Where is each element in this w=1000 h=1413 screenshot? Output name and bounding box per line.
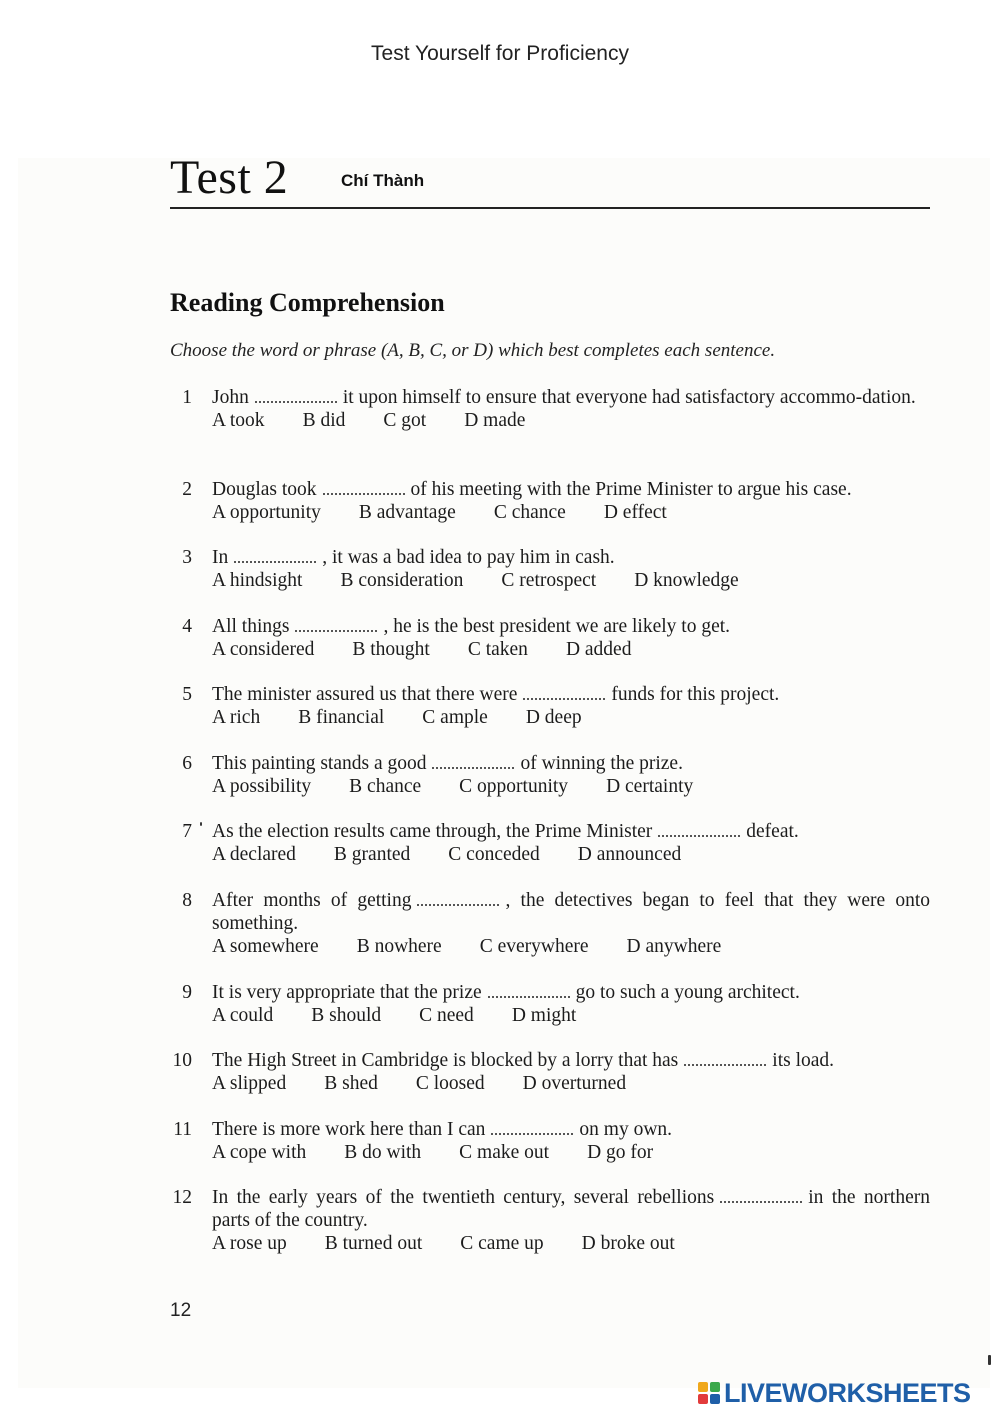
- answer-options: [212, 935, 930, 958]
- answer-options: [212, 706, 930, 729]
- answer-option: B advantage: [358, 502, 456, 523]
- question-number: 11: [173, 1119, 192, 1140]
- question-text-before: In: [212, 547, 229, 568]
- answer-blank[interactable]: [255, 397, 337, 403]
- question-text-after: , he is the best president we are likely to get.: [383, 616, 731, 637]
- question-text: [212, 478, 930, 501]
- answer-blank[interactable]: [295, 626, 377, 632]
- answer-blank[interactable]: [720, 1197, 802, 1203]
- answer-option: A slipped: [212, 1073, 287, 1094]
- question-text-before: All things: [212, 616, 290, 637]
- answer-option: B shed: [324, 1073, 378, 1094]
- answer-option: D go for: [587, 1142, 654, 1163]
- answer-option: C ample: [422, 707, 488, 728]
- answer-option: D added: [565, 639, 632, 660]
- answer-option: D effect: [603, 502, 667, 523]
- answer-options: [212, 638, 930, 661]
- question-number: 9: [182, 982, 192, 1003]
- answer-option: C make out: [459, 1142, 550, 1163]
- answer-options: [212, 409, 930, 432]
- question-text: [212, 386, 930, 409]
- answer-option: C got: [383, 410, 427, 431]
- question-text: [212, 981, 930, 1004]
- answer-blank[interactable]: [234, 557, 316, 563]
- answer-option: B consideration: [340, 570, 464, 591]
- scan-speck: [988, 1355, 991, 1365]
- answer-options: [212, 1004, 930, 1027]
- author-name: Chí Thành: [341, 171, 425, 190]
- question-text-before: In the early years of the twentieth century, several rebellions: [212, 1187, 715, 1208]
- answer-option: A declared: [212, 844, 296, 865]
- question-text: [212, 546, 930, 569]
- question-text: [212, 683, 930, 706]
- liveworksheets-logo: [698, 1378, 971, 1408]
- answer-option: A opportunity: [212, 502, 321, 523]
- answer-option: C loosed: [415, 1073, 485, 1094]
- answer-options: [212, 1141, 930, 1164]
- question-text: [212, 615, 930, 638]
- question-text-before: It is very appropriate that the prize: [212, 982, 482, 1003]
- answer-option: A hindsight: [212, 570, 303, 591]
- question-text-after: funds for this project.: [611, 684, 780, 705]
- answer-option: A took: [212, 410, 265, 431]
- question-number: 4: [182, 616, 192, 637]
- question-number: 2: [182, 479, 192, 500]
- answer-option: D knowledge: [634, 570, 739, 591]
- question-text-before: Douglas took: [212, 479, 317, 500]
- question-text-before: The High Street in Cambridge is blocked by a lorry that has: [212, 1050, 679, 1071]
- question-text-after: it upon himself to ensure that everyone had satisfactory accommo-dation.: [342, 387, 916, 408]
- answer-option: C chance: [493, 502, 566, 523]
- question-text-after: , the detectives began to feel that they were onto something.: [212, 890, 930, 934]
- answer-option: D certainty: [606, 776, 694, 797]
- question-number: 1: [182, 387, 192, 408]
- question-number: 7: [182, 821, 192, 842]
- section-instruction: Choose the word or phrase (A, B, C, or D) which best completes each sentence.: [170, 340, 776, 361]
- answer-option: D announced: [577, 844, 682, 865]
- answer-option: B financial: [298, 707, 385, 728]
- answer-options: [212, 843, 930, 866]
- answer-option: C everywhere: [479, 936, 589, 957]
- question-text-before: As the election results came through, the Prime Minister: [212, 821, 653, 842]
- question-text-before: John: [212, 387, 249, 408]
- question-number: 8: [182, 890, 192, 911]
- question-text-before: There is more work here than I can: [212, 1119, 486, 1140]
- question-text-after: in the northern parts of the country.: [212, 1187, 930, 1231]
- answer-blank[interactable]: [488, 992, 570, 998]
- answer-option: A somewhere: [212, 936, 319, 957]
- answer-option: D might: [511, 1005, 577, 1026]
- answer-option: B should: [311, 1005, 382, 1026]
- answer-option: A rich: [212, 707, 261, 728]
- question-text: [212, 1186, 930, 1232]
- title-divider: [170, 207, 930, 209]
- answer-option: C came up: [460, 1233, 544, 1254]
- test-title: Test 2: [170, 151, 289, 204]
- question-text-before: After months of getting: [212, 890, 412, 911]
- answer-option: C need: [419, 1005, 474, 1026]
- question-number: 6: [182, 753, 192, 774]
- question-number: 3: [182, 547, 192, 568]
- answer-option: B chance: [349, 776, 422, 797]
- question-text-after: its load.: [772, 1050, 835, 1071]
- page-number: 12: [170, 1300, 192, 1321]
- question-number: 12: [172, 1187, 192, 1208]
- question-text: [212, 1049, 930, 1072]
- answer-option: A cope with: [212, 1142, 307, 1163]
- answer-option: A could: [212, 1005, 274, 1026]
- answer-option: B turned out: [324, 1233, 423, 1254]
- answer-option: C taken: [467, 639, 528, 660]
- answer-blank[interactable]: [523, 694, 605, 700]
- answer-option: D anywhere: [626, 936, 722, 957]
- question-text-before: The minister assured us that there were: [212, 684, 518, 705]
- question-text-after: of winning the prize.: [520, 753, 683, 774]
- logo-mark-icon: [698, 1382, 720, 1404]
- answer-option: B do with: [344, 1142, 422, 1163]
- question-text: [212, 820, 930, 843]
- question-text: [212, 889, 930, 935]
- question-text-after: defeat.: [746, 821, 799, 842]
- answer-options: [212, 501, 930, 524]
- answer-options: [212, 1232, 930, 1255]
- question-text-after: go to such a young architect.: [575, 982, 800, 1003]
- scan-speck: [200, 822, 202, 826]
- answer-options: [212, 775, 930, 798]
- answer-option: C retrospect: [501, 570, 597, 591]
- question-text-after: , it was a bad idea to pay him in cash.: [322, 547, 615, 568]
- answer-options: [212, 1072, 930, 1095]
- answer-blank[interactable]: [684, 1060, 766, 1066]
- answer-option: A possibility: [212, 776, 312, 797]
- answer-option: B granted: [333, 844, 411, 865]
- answer-option: B did: [302, 410, 346, 431]
- answer-blank[interactable]: [417, 900, 499, 906]
- answer-option: D overturned: [522, 1073, 627, 1094]
- answer-option: A rose up: [212, 1233, 287, 1254]
- section-title: Reading Comprehension: [170, 288, 445, 317]
- question-text-before: This painting stands a good: [212, 753, 427, 774]
- answer-option: D broke out: [581, 1233, 675, 1254]
- question-number: 5: [182, 684, 192, 705]
- answer-option: C conceded: [448, 844, 540, 865]
- answer-blank[interactable]: [432, 763, 514, 769]
- answer-option: B thought: [352, 639, 430, 660]
- answer-option: D made: [464, 410, 526, 431]
- question-number: 10: [172, 1050, 192, 1071]
- answer-option: D deep: [525, 707, 582, 728]
- question-text: [212, 752, 930, 775]
- answer-option: A considered: [212, 639, 315, 660]
- document-header: Test Yourself for Proficiency: [371, 42, 629, 65]
- question-text: [212, 1118, 930, 1141]
- answer-option: C opportunity: [459, 776, 569, 797]
- answer-options: [212, 569, 930, 592]
- logo-text: LIVEWORKSHEETS: [724, 1377, 971, 1408]
- question-text-after: of his meeting with the Prime Minister to argue his case.: [410, 479, 852, 500]
- question-text-after: on my own.: [579, 1119, 673, 1140]
- answer-blank[interactable]: [323, 489, 405, 495]
- answer-blank[interactable]: [491, 1129, 573, 1135]
- answer-blank[interactable]: [658, 831, 740, 837]
- answer-option: B nowhere: [356, 936, 442, 957]
